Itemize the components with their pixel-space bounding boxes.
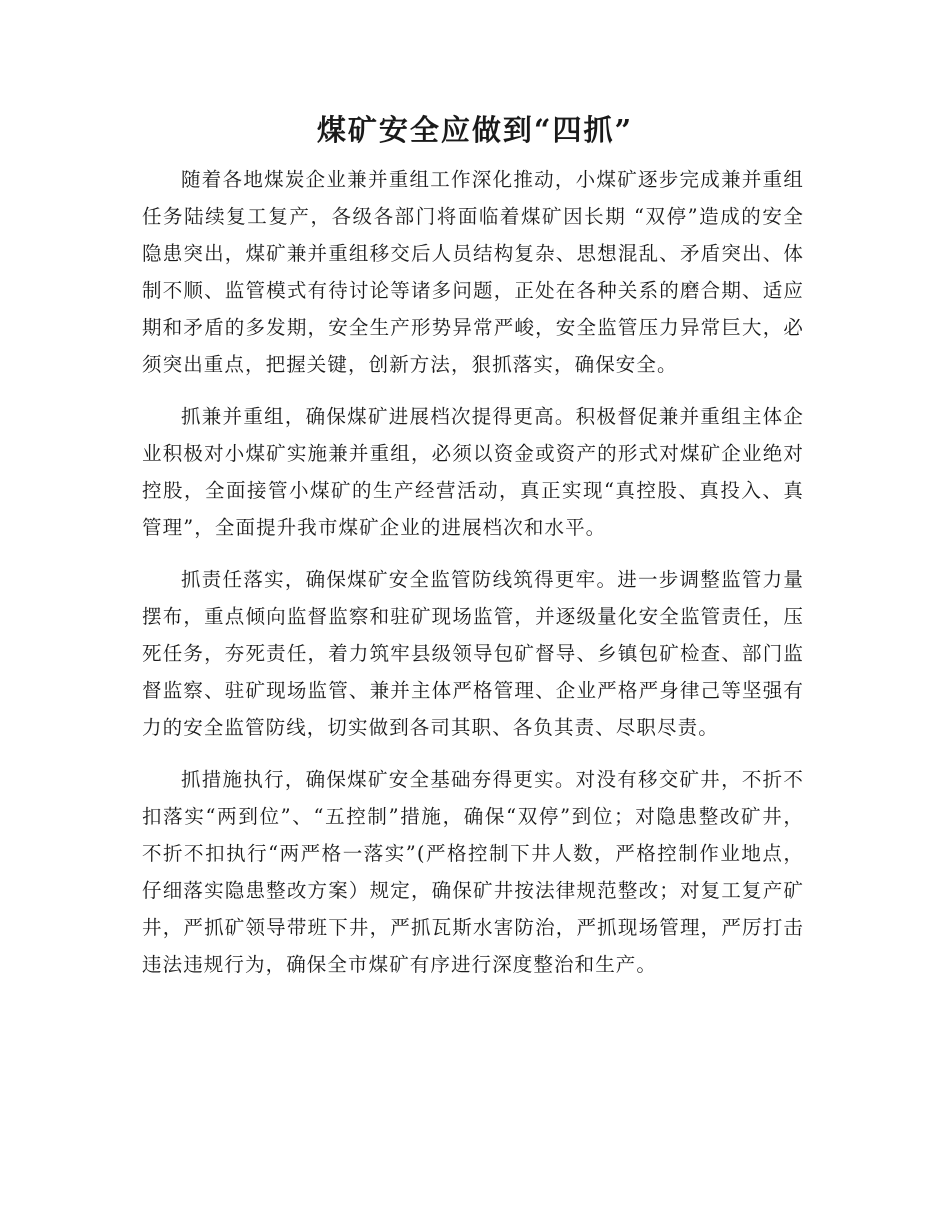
paragraph-merger: 抓兼并重组，确保煤矿进展档次提得更高。积极督促兼并重组主体企业积极对小煤矿实施兼并重组，必须以资金或资产的形式对煤矿企业绝对控股，全面接管小煤矿的生产经营活动，真正实现“真控股、真投入、真管理”，全面提升我市煤矿企业的进展档次和水平。 (142, 405, 804, 539)
paragraph-responsibility: 抓责任落实，确保煤矿安全监管防线筑得更牢。进一步调整监管力量摆布，重点倾向监督监察和驻矿现场监管，并逐级量化安全监管责任，压死任务，夯死责任，着力筑牢县级领导包矿督导、乡镇包矿检查、部门监督监察、驻矿现场监管、兼并主体严格管理、企业严格严身律己等坚强有力的安全监管防线，切实做到各司其职、各负其责、尽职尽责。 (142, 568, 804, 739)
paragraph-measures: 抓措施执行，确保煤矿安全基础夯得更实。对没有移交矿井，不折不扣落实“两到位”、“五控制”措施，确保“双停”到位；对隐患整改矿井，不折不扣执行“两严格一落实”(严格控制下井人数，严格控制作业地点，仔细落实隐患整改方案）规定，确保矿井按法律规范整改；对复工复产矿井，严抓矿领导带班下井，严抓瓦斯水害防治，严抓现场管理，严厉打击违法违规行为，确保全市煤矿有序进行深度整治和生产。 (142, 768, 804, 976)
document-title: 煤矿安全应做到“四抓” (316, 113, 634, 147)
paragraph-intro: 随着各地煤炭企业兼并重组工作深化推动，小煤矿逐步完成兼并重组任务陆续复工复产，各级各部门将面临着煤矿因长期 “双停”造成的安全隐患突出，煤矿兼并重组移交后人员结构复杂、思想混乱、矛盾突出、体制不顺、监管模式有待讨论等诸多问题，正处在各种关系的磨合期、适应期和矛盾的多发期，安全生产形势异常严峻，安全监管压力异常巨大，必须突出重点，把握关键，创新方法，狠抓落实，确保安全。 (142, 168, 804, 376)
document-body (142, 161, 804, 998)
